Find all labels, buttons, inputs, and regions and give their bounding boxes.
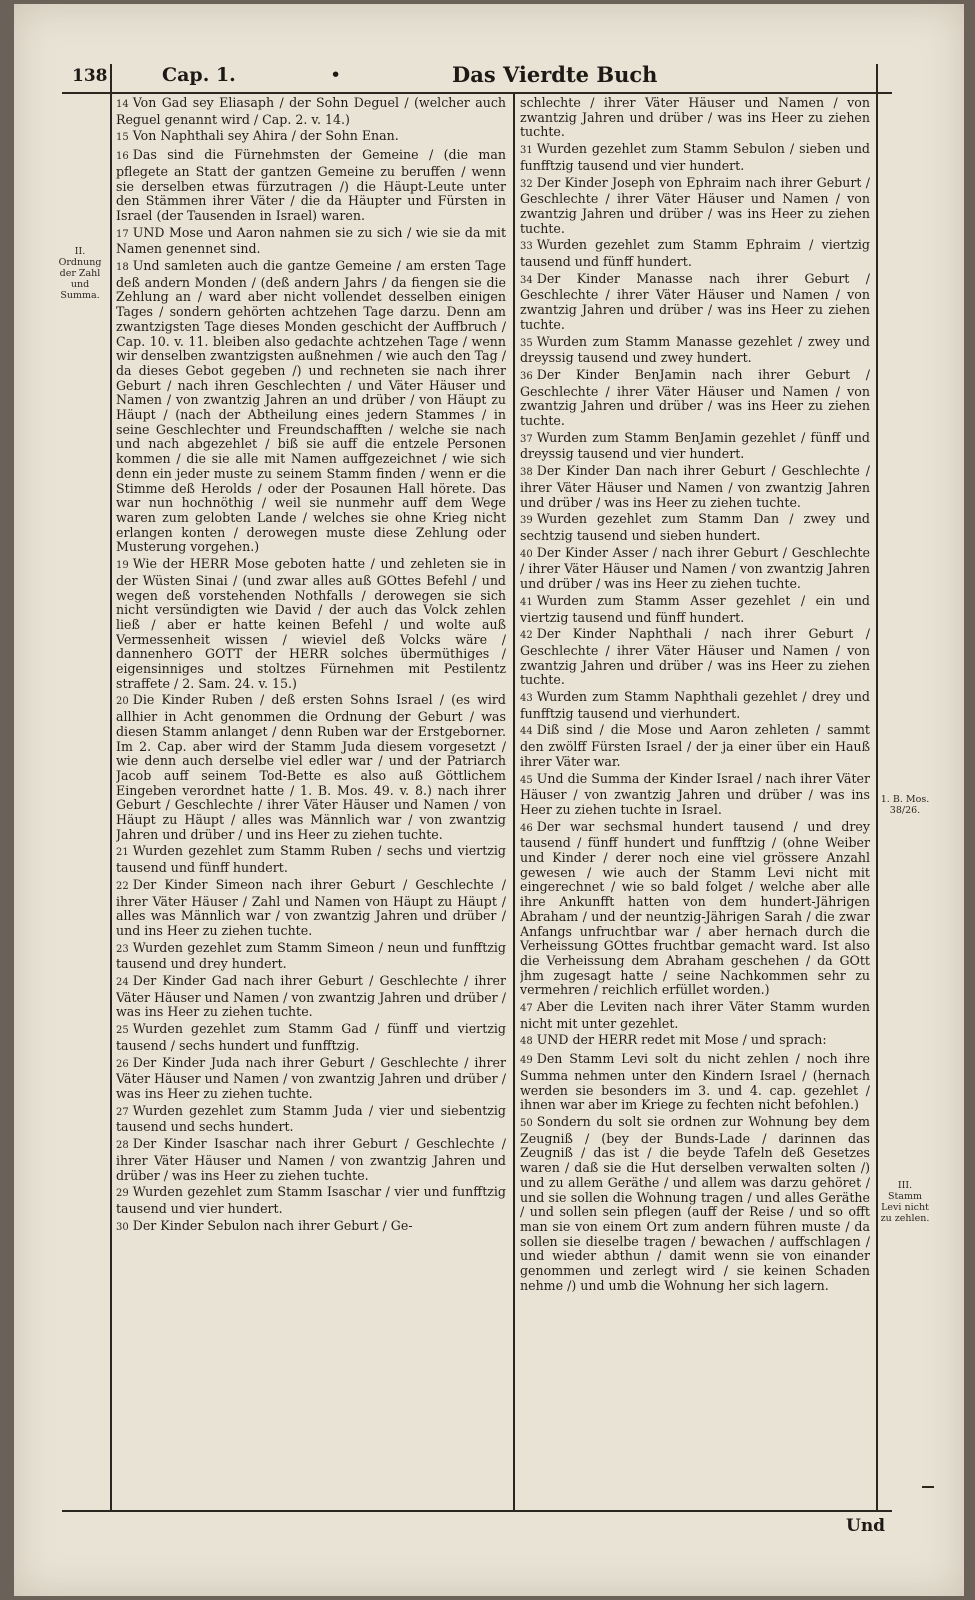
verse [520, 1052, 870, 1113]
verse-number: 48 [520, 1036, 533, 1048]
verse [116, 259, 506, 555]
verse [116, 1056, 506, 1102]
catchword: Und [846, 1516, 886, 1536]
right-text-column [520, 96, 870, 1508]
verse [520, 176, 870, 237]
verse-text: Der Kinder Naphthali / nach ihrer Geburt / Geschlechte / ihrer Väter Häuser und Namen / von zwantzig Jahren und drüber / was ins Heer zu ziehen tuchte. [520, 626, 870, 688]
verse [116, 1022, 506, 1053]
verse-text: Sondern du solt sie ordnen zur Wohnung bey dem Zeugniß / (bey der Bunds-Lade / darinnen das Zeugniß / das ist / die beyde Tafeln deß Gesetzes waren / daß sie die Hut derselben verwalten solten /) und zu allem Geräthe / und allem was darzu gehöret / und sie sollen die Wohnung tragen / und alles Geräthe / und sollen sein pflegen (auff der Reise / und so offt man sie von einem Ort zum andern führen muste / da sollen sie dieselbe tragen / bewachen / auffschlagen / und wieder abthun / damit wenn sie von einander genommen und zerlegt wird / sie keinen Schaden nehme /) und umb die Wohnung her sich lagern. [520, 1114, 870, 1293]
verse-text: Wie der HERR Mose geboten hatte / und zehleten sie in der Wüsten Sinai / (und zwar alles auß GOttes Befehl / und wegen deß vorstehenden Nothfalls / derowegen sie sich nicht versündigten wie David / der auch das Volck zehlen ließ / aber er hatte keinen Befehl / und wolte auß Vermessenheit wissen / wieviel deß Volcks wäre / dannenhero GOTT der HERR solches übermüthiges / eigensinniges und stoltzes Fürnehmen mit Pestilentz straffete / 2. Sam. 24. v. 15.) [116, 556, 506, 691]
verse [520, 272, 870, 333]
verse-number: 49 [520, 1055, 533, 1067]
verse-text: Den Stamm Levi solt du nicht zehlen / noch ihre Summa nehmen unter den Kindern Israel / (hernach werden sie besonders im 3. und 4. cap. gezehlet / ihnen war aber im Kriege zu fechten nicht befohlen.) [520, 1051, 870, 1113]
verse-number: 40 [520, 548, 533, 560]
book-title: Das Vierdte Buch [452, 62, 658, 87]
verse [520, 512, 870, 543]
verse-number: 20 [116, 696, 129, 708]
verse-number: 22 [116, 880, 129, 892]
verse [520, 1033, 870, 1050]
verse-text: Wurden gezehlet zum Stamm Isaschar / vier und funfftzig tausend und vier hundert. [116, 1184, 506, 1216]
verse [116, 1219, 506, 1236]
verse-text: Der Kinder Simeon nach ihrer Geburt / Geschlechte / ihrer Väter Häuser / Zahl und Namen von Häupt zu Häupt / alles was Männlich war / von zwantzig Jahren und drüber / und ins Heer zu ziehen tuchte. [116, 876, 506, 938]
verse-text: Wurden gezehlet zum Stamm Gad / fünff und viertzig tausend / sechs hundert und funfftzig. [116, 1021, 506, 1053]
verse-text: Wurden gezehlet zum Stamm Ruben / sechs und viertzig tausend und fünff hundert. [116, 843, 506, 876]
verse [116, 557, 506, 691]
verse-number: 17 [116, 228, 129, 240]
verse-number: 26 [116, 1058, 129, 1070]
verse [520, 690, 870, 721]
verse [116, 96, 506, 127]
verse-text: Und samleten auch die gantze Gemeine / am ersten Tage deß andern Monden / (deß andern Jahrs / da fiengen sie die Zehlung an / ward aber nicht vollendet desselben einigen Tages / sondern gehörten achtzehen Tage darzu. Denn am zwantzigsten Tage dieses Monden geschicht der Auffbruch / Cap. 10. v. 11. bleiben also gedachte achtzehen Tage / wenn wir denselben zwantzigsten außnehmen / wie auch den Tag / da dieses Gebot gegeben /) und rechneten sie nach ihrer Geburt / nach ihren Geschlechten / und Väter Häuser und Namen / von zwantzig Jahren an und drüber / von Häupt zu Häupt / (nach der Abtheilung eines jedern Stammes / in seine Geschlechter und Freundschafften / welche sie nach und nach abgezehlet / biß sie auff die entzele Personen kommen / die sie alle mit Namen auffgezeichnet / wie sich denn ein jeder muste zu seinem Stamm finden / wenn er die Stimme deß Herolds / oder der Posaunen Hall hörete. Das war nun hochnöthig / weil sie nunmehr auff dem Wege waren zum gelobten Lande / welches sie ohne Krieg nicht erlangen konten / derowegen muste diese Zehlung oder Musterung vorgehen.) [116, 258, 506, 555]
verse-number: 27 [116, 1106, 129, 1118]
verse-number: 18 [116, 262, 129, 274]
verse-number: 16 [116, 151, 129, 163]
verse-number: 42 [520, 630, 533, 642]
verse [520, 142, 870, 173]
verse-number: 15 [116, 132, 129, 144]
verse-number: 36 [520, 370, 533, 382]
verse [116, 878, 506, 939]
verse-text: Der war sechsmal hundert tausend / und drey tausend / fünff hundert und funfftzig / (ohne Weiber und Kinder / derer noch eine viel grössere Anzahl gewesen / wie auch der Stamm Levi nicht mit eingerechnet / wie so bald folget / welche aber alle ihre Ankunfft hatten von dem hundert-Jährigen Abraham / und der neuntzig-Jährigen Sarah / die zwar Anfangs unfruchtbar war / aber hernach durch die Verheissung GOttes fruchtbar gemacht ward. Ist also die Verheissung dem Abraham geschehen / da GOtt jhm zugesagt hatte / seine Nachkommen sehr zu vermehren / reichlich erfüllet worden.) [520, 818, 870, 998]
verse-number: 43 [520, 693, 533, 705]
verse-text: Wurden zum Stamm Manasse gezehlet / zwey und dreyssig tausend und zwey hundert. [520, 333, 870, 366]
verse-number: 45 [520, 774, 533, 786]
verse [116, 693, 506, 842]
verse [116, 974, 506, 1020]
verse-number: 38 [520, 467, 533, 479]
verse [520, 546, 870, 592]
verse-text: Der Kinder Isaschar nach ihrer Geburt / Geschlechte / ihrer Väter Häuser und Namen / von zwantzig Jahren und drüber / was ins Heer zu ziehen tuchte. [116, 1136, 506, 1183]
verse [520, 1115, 870, 1293]
verse-text: Wurden zum Stamm BenJamin gezehlet / fünff und dreyssig tausend und vier hundert. [520, 429, 870, 462]
verse [116, 129, 506, 146]
printer-mark [922, 1486, 934, 1488]
running-header [62, 62, 892, 94]
verse [116, 844, 506, 875]
verse-number: 47 [520, 1003, 533, 1015]
verse-number: 46 [520, 822, 533, 834]
verse-number: 24 [116, 977, 129, 989]
header-bullet: • [330, 64, 342, 86]
page-number: 138 [72, 66, 108, 86]
verse-text: Der Kinder Gad nach ihrer Geburt / Geschlechte / ihrer Väter Häuser und Namen / von zwantzig Jahren und drüber / was ins Heer zu ziehen tuchte. [116, 973, 506, 1020]
verse-number: 21 [116, 847, 129, 859]
margin-note-right-2: III. Stamm Levi nicht zu zehlen. [880, 1180, 930, 1224]
verse-text: Wurden zum Stamm Naphthali gezehlet / drey und funfftzig tausend und vierhundert. [520, 689, 870, 721]
verse-number: 25 [116, 1025, 129, 1037]
verse [116, 1185, 506, 1216]
verse [520, 238, 870, 269]
verse [116, 941, 506, 972]
verse-number: 14 [116, 99, 129, 110]
verse-number: 30 [116, 1221, 129, 1233]
verse-text: schlechte / ihrer Väter Häuser und Namen / von zwantzig Jahren und drüber / was ins Heer zu ziehen tuchte. [520, 96, 870, 140]
verse-text: Wurden gezehlet zum Stamm Ephraim / viertzig tausend und fünff hundert. [520, 237, 870, 270]
right-frame-rule [876, 64, 878, 1512]
verse [520, 723, 870, 769]
center-rule [513, 94, 515, 1510]
verse-text: Von Gad sey Eliasaph / der Sohn Deguel / (welcher auch Reguel genannt wird / Cap. 2. v. 14.) [116, 96, 506, 127]
verse [520, 1000, 870, 1031]
verse [520, 368, 870, 429]
verse-number: 35 [520, 337, 533, 349]
verse-text: Aber die Leviten nach ihrer Väter Stamm wurden nicht mit unter gezehlet. [520, 999, 870, 1031]
verse-number: 31 [520, 145, 533, 157]
verse [520, 335, 870, 366]
verse [116, 1137, 506, 1183]
verse-text: Und die Summa der Kinder Israel / nach ihrer Väter Häuser / von zwantzig Jahren und drüber / was ins Heer zu ziehen tuchte in Israel. [520, 770, 870, 817]
verse-text: UND der HERR redet mit Mose / und sprach: [536, 1032, 827, 1048]
verse-text: Der Kinder Sebulon nach ihrer Geburt / Ge- [132, 1217, 413, 1233]
verse-text: Der Kinder Joseph von Ephraim nach ihrer Geburt / Geschlechte / ihrer Väter Häuser und Namen / von zwantzig Jahren und drüber / was ins Heer zu ziehen tuchte. [520, 174, 870, 236]
verse-text: Die Kinder Ruben / deß ersten Sohns Israel / (es wird allhier in Acht genommen die Ordnung der Geburt / was diesen Stamm anlanget / denn Ruben war der Erstgeborner. Im 2. Cap. aber wird der Stamm Juda diesem vorgesetzt / wie denn auch derselbe viel edler war / und der Patriarch Jacob auff seinem Tod-Bette es also auß Göttlichem Eingeben verordnet hatte / 1. B. Mos. 49. v. 8.) nach ihrer Geburt / Geschlechte / ihrer Väter Häuser und Namen / von Häupt zu Häupt / alles was Männlich war / von zwantzig Jahren und drüber / und ins Heer zu ziehen tuchte. [116, 692, 506, 842]
verse-text: Der Kinder Manasse nach ihrer Geburt / Geschlechte / ihrer Väter Häuser und Namen / von zwantzig Jahren und drüber / was ins Heer zu ziehen tuchte. [520, 270, 870, 332]
verse-text: UND Mose und Aaron nahmen sie zu sich / wie sie da mit Namen genennet sind. [116, 224, 506, 257]
verse-number: 33 [520, 241, 533, 253]
verse [520, 627, 870, 688]
verse-number: 29 [116, 1188, 129, 1200]
verse [520, 431, 870, 462]
left-text-column [116, 96, 506, 1508]
footer-rule [62, 1510, 892, 1512]
verse [520, 96, 870, 140]
verse-number: 32 [520, 178, 533, 190]
verse-text: Der Kinder Dan nach ihrer Geburt / Geschlechte / ihrer Väter Häuser und Namen / von zwantzig Jahren und drüber / was ins Heer zu ziehen tuchte. [520, 463, 870, 510]
verse [116, 226, 506, 257]
left-frame-rule [110, 64, 112, 1512]
verse-text: Von Naphthali sey Ahira / der Sohn Enan. [132, 128, 399, 144]
verse-text: Der Kinder Asser / nach ihrer Geburt / Geschlechte / ihrer Väter Häuser und Namen / von zwantzig Jahren und drüber / was ins Heer zu ziehen tuchte. [520, 544, 870, 592]
verse-text: Wurden gezehlet zum Stamm Simeon / neun und funfftzig tausend und drey hundert. [116, 939, 506, 972]
verse-number: 44 [520, 726, 533, 738]
chapter-label: Cap. 1. [162, 64, 236, 86]
verse-text: Der Kinder Juda nach ihrer Geburt / Geschlechte / ihrer Väter Häuser und Namen / von zwantzig Jahren und drüber / was ins Heer zu ziehen tuchte. [116, 1054, 506, 1101]
verse-text: Wurden gezehlet zum Stamm Juda / vier und siebentzig tausend und sechs hundert. [116, 1102, 506, 1135]
verse-number: 34 [520, 274, 533, 286]
verse-text: Wurden zum Stamm Asser gezehlet / ein und viertzig tausend und fünff hundert. [520, 592, 870, 625]
verse-number: 23 [116, 943, 129, 955]
margin-note-right-1: 1. B. Mos. 38/26. [880, 794, 930, 816]
verse [520, 594, 870, 625]
verse-text: Diß sind / die Mose und Aaron zehleten / sammt den zwölff Fürsten Israel / der ja einer über ein Hauß ihrer Väter war. [520, 722, 870, 769]
verse-text: Wurden gezehlet zum Stamm Dan / zwey und sechtzig tausend und sieben hundert. [520, 511, 870, 543]
verse-number: 39 [520, 515, 533, 527]
verse-number: 41 [520, 596, 533, 608]
verse [116, 1104, 506, 1135]
verse [520, 464, 870, 510]
verse-text: Wurden gezehlet zum Stamm Sebulon / sieben und funfftzig tausend und vier hundert. [520, 141, 870, 173]
verse-text: Der Kinder BenJamin nach ihrer Geburt / Geschlechte / ihrer Väter Häuser und Namen / von zwantzig Jahren und drüber / was ins Heer zu ziehen tuchte. [520, 366, 870, 429]
verse-number: 19 [116, 560, 129, 572]
verse [116, 148, 506, 224]
verse [520, 772, 870, 818]
margin-note-left: II. Ordnung der Zahl und Summa. [58, 246, 102, 301]
verse-number: 37 [520, 433, 533, 445]
verse-number: 28 [116, 1140, 129, 1152]
book-page [14, 4, 964, 1596]
verse-text: Das sind die Fürnehmsten der Gemeine / (die man pflegete an Statt der gantzen Gemeine zu beruffen / wenn sie derselben etwas fürzutragen /) die Häupt-Leute unter den Stämmen ihrer Väter / die da Häupter und Fürsten in Israel (der Tausenden in Israel) waren. [116, 147, 506, 223]
verse-number: 50 [520, 1118, 533, 1129]
verse [520, 820, 870, 998]
